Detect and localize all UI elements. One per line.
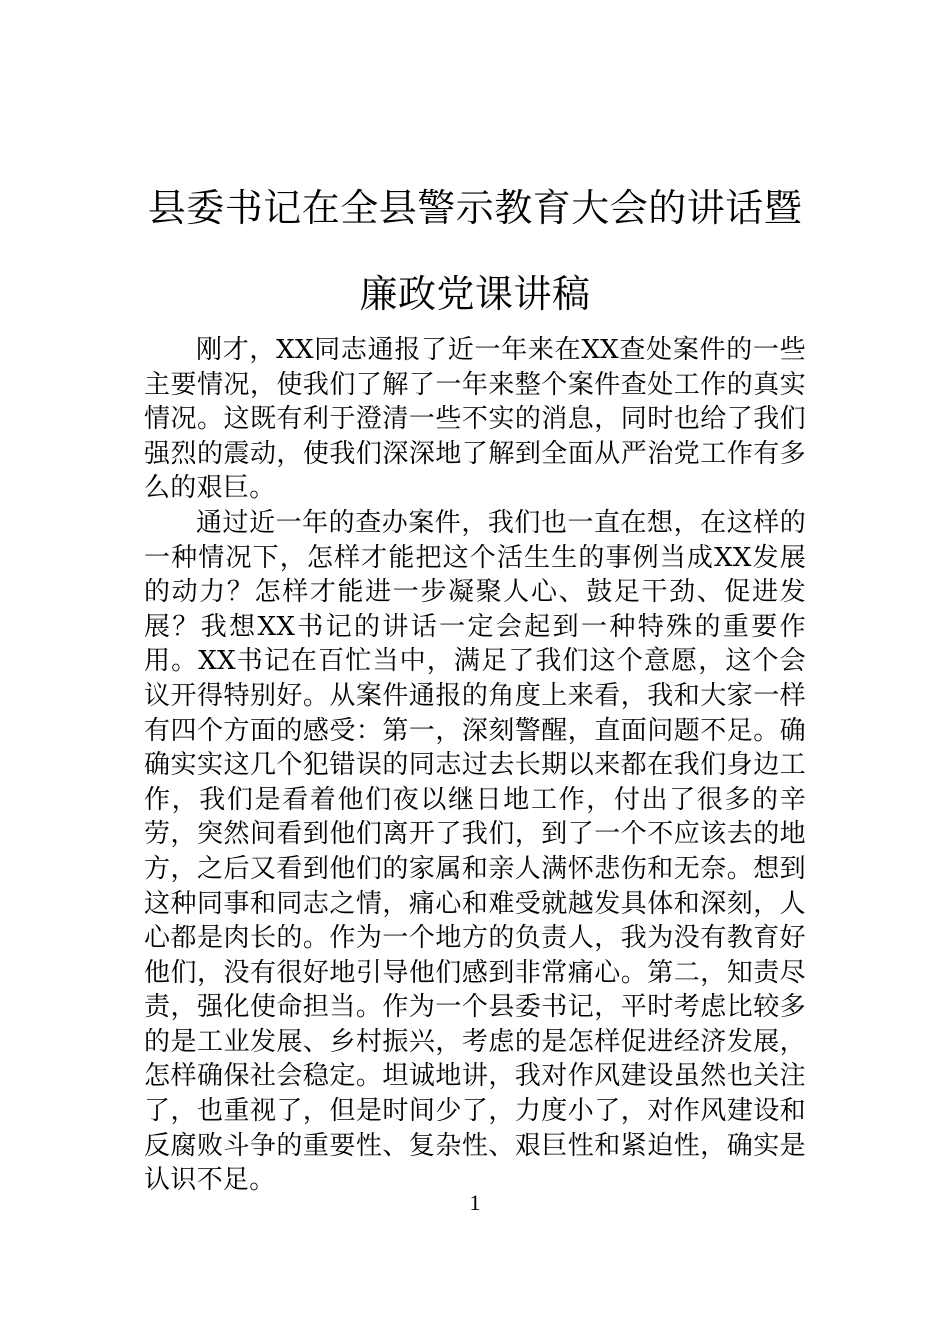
- paragraph-2: 通过近一年的查办案件，我们也一直在想，在这样的一种情况下，怎样才能把这个活生生的事例当成XX发展的动力？怎样才能进一步凝聚人心、鼓足干劲、促进发展？我想XX书记的讲话一定会起到一种特殊的重要作用。XX书记在百忙当中，满足了我们这个意愿，这个会议开得特别好。从案件通报的角度上来看，我和大家一样有四个方面的感受：第一，深刻警醒，直面问题不足。确确实实这几个犯错误的同志过去长期以来都在我们身边工作，我们是看着他们夜以继日地工作，付出了很多的辛劳，突然间看到他们离开了我们，到了一个不应该去的地方，之后又看到他们的家属和亲人满怀悲伤和无奈。想到这种同事和同志之情，痛心和难受就越发具体和深刻，人心都是肉长的。作为一个地方的负责人，我为没有教育好他们，没有很好地引导他们感到非常痛心。第二，知责尽责，强化使命担当。作为一个县委书记，平时考虑比较多的是工业发展、乡村振兴，考虑的是怎样促进经济发展，怎样确保社会稳定。坦诚地讲，我对作风建设虽然也关注了，也重视了，但是时间少了，力度小了，对作风建设和反腐败斗争的重要性、复杂性、艰巨性和紧迫性，确实是认识不足。: [144, 507, 806, 1196]
- paragraph-1: 刚才，XX同志通报了近一年来在XX查处案件的一些主要情况，使我们了解了一年来整个案件查处工作的真实情况。这既有利于澄清一些不实的消息，同时也给了我们强烈的震动，使我们深深地了解到全面从严治党工作有多么的艰巨。: [144, 335, 806, 504]
- document-title: 县委书记在全县警示教育大会的讲话暨廉政党课讲稿: [147, 186, 803, 316]
- document-body: [144, 333, 806, 1198]
- page-number: 1: [469, 1190, 481, 1215]
